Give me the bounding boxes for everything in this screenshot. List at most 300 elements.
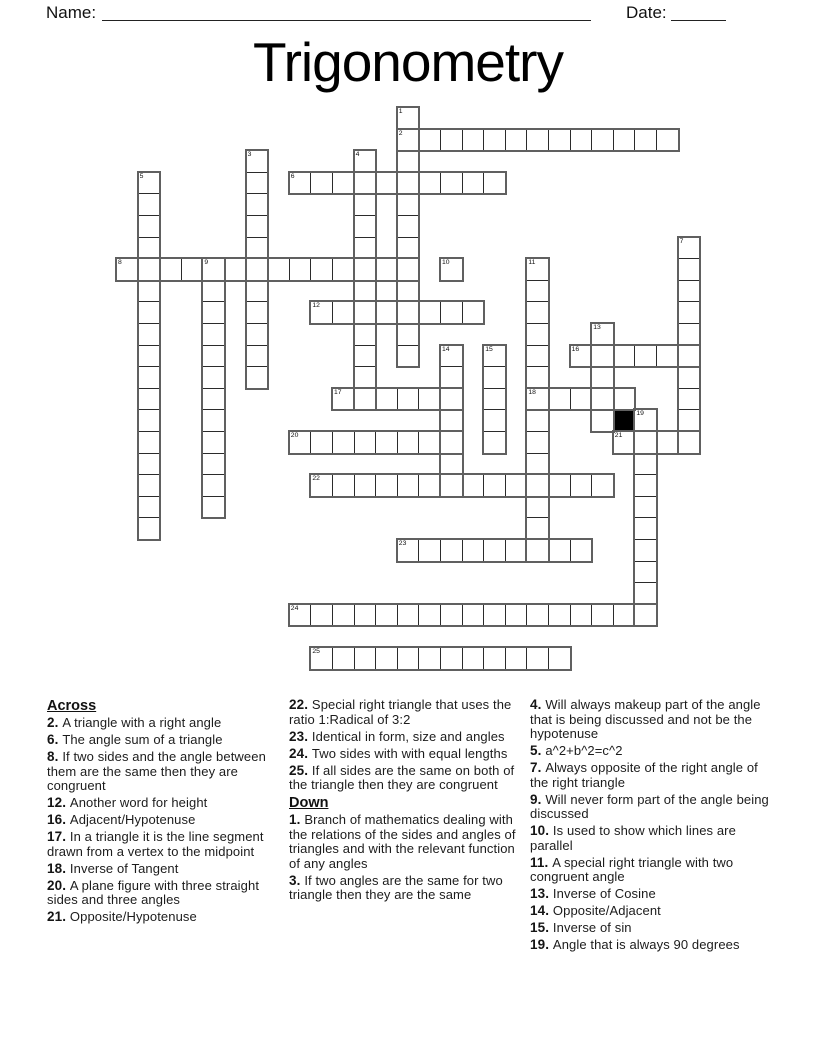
grid-cell[interactable] — [678, 323, 701, 346]
cell-number: 17 — [334, 388, 342, 396]
grid-cell[interactable] — [397, 388, 420, 411]
grid-cell[interactable] — [570, 129, 593, 152]
grid-cell[interactable] — [634, 345, 657, 368]
grid-cell[interactable] — [138, 301, 161, 324]
grid-cell[interactable] — [159, 258, 182, 281]
grid-cell[interactable] — [354, 301, 377, 324]
clue-text: Opposite/Adjacent — [552, 903, 661, 918]
clue-item — [530, 938, 770, 953]
grid-cell[interactable] — [570, 345, 593, 368]
grid-cell[interactable] — [181, 258, 204, 281]
clue-text: If all sides are the same on both of the triangle then they are congruent — [289, 762, 515, 792]
grid-cell[interactable] — [462, 604, 485, 627]
grid-cell[interactable] — [526, 604, 549, 627]
clue-text: If two sides and the angle between them are the same then they are congruent — [47, 749, 266, 793]
clue-item — [289, 813, 526, 871]
grid-cell[interactable] — [613, 345, 636, 368]
grid-cell[interactable] — [526, 323, 549, 346]
grid-cell[interactable] — [526, 496, 549, 519]
grid-cell[interactable] — [570, 604, 593, 627]
cell-number: 1 — [398, 108, 403, 115]
grid-cell[interactable] — [418, 129, 441, 152]
clue-number: 18. — [47, 860, 70, 876]
grid-cell[interactable] — [526, 129, 549, 152]
cell-number: 16 — [571, 345, 580, 353]
grid-cell[interactable] — [591, 366, 614, 389]
grid-cell[interactable] — [678, 280, 701, 303]
grid-cell[interactable] — [397, 345, 420, 368]
grid-cell[interactable] — [289, 604, 312, 627]
grid-cell[interactable] — [505, 129, 528, 152]
clue-text: In a triangle it is the line segment drawn from a vertex to the midpoint — [47, 829, 264, 859]
grid-cell[interactable] — [548, 647, 571, 670]
grid-cell[interactable] — [246, 237, 269, 260]
black-cell — [613, 409, 636, 432]
clue-number: 8. — [47, 749, 63, 764]
grid-cell[interactable] — [634, 129, 657, 152]
grid-cell[interactable] — [397, 301, 420, 324]
grid-cell[interactable] — [634, 517, 657, 540]
grid-cell[interactable] — [678, 388, 701, 411]
grid-cell[interactable] — [483, 604, 506, 627]
grid-cell[interactable] — [505, 604, 528, 627]
grid-cell[interactable] — [397, 647, 420, 670]
grid-cell[interactable] — [246, 323, 269, 346]
grid-cell[interactable] — [418, 431, 441, 454]
grid-cell[interactable] — [656, 345, 679, 368]
grid-cell[interactable] — [656, 129, 679, 152]
cell-number: 25 — [312, 648, 320, 655]
grid-cell[interactable] — [246, 280, 269, 303]
grid-cell[interactable] — [462, 474, 485, 497]
grid-cell[interactable] — [483, 345, 506, 368]
grid-cell[interactable] — [310, 474, 333, 497]
grid-cell[interactable] — [397, 258, 420, 281]
clue-item — [530, 887, 770, 902]
grid-cell[interactable] — [138, 237, 161, 260]
clue-item — [47, 879, 284, 908]
grid-cell[interactable] — [397, 474, 420, 497]
clue-item — [47, 910, 284, 925]
grid-cell[interactable] — [678, 258, 701, 281]
grid-cell[interactable] — [138, 323, 161, 346]
clue-item — [289, 874, 526, 903]
clue-item — [530, 698, 770, 742]
clue-item — [47, 830, 284, 859]
clue-item — [47, 813, 284, 828]
grid-cell[interactable] — [613, 604, 636, 627]
clue-text: Identical in form, size and angles — [311, 728, 505, 744]
grid-cell[interactable] — [483, 474, 506, 497]
grid-cell[interactable] — [634, 561, 657, 584]
grid-cell[interactable] — [202, 453, 225, 476]
clue-item — [47, 733, 284, 748]
grid-cell[interactable] — [246, 215, 269, 238]
grid-cell[interactable] — [418, 474, 441, 497]
grid-cell[interactable] — [202, 280, 225, 303]
clues-section — [47, 698, 770, 955]
grid-cell[interactable] — [397, 107, 420, 130]
grid-cell[interactable] — [440, 409, 463, 432]
clue-number: 20. — [47, 877, 70, 893]
grid-cell[interactable] — [440, 301, 463, 324]
grid-cell[interactable] — [397, 237, 420, 260]
grid-cell[interactable] — [354, 258, 377, 281]
clue-number: 9. — [530, 791, 546, 807]
grid-cell[interactable] — [418, 647, 441, 670]
grid-cell[interactable] — [526, 431, 549, 454]
clue-number: 23. — [289, 728, 312, 744]
grid-cell[interactable] — [526, 301, 549, 324]
grid-cell[interactable] — [332, 474, 355, 497]
grid-cell[interactable] — [138, 345, 161, 368]
grid-cell[interactable] — [656, 431, 679, 454]
clue-text: a^2+b^2=c^2 — [545, 743, 623, 758]
grid-cell[interactable] — [354, 237, 377, 260]
grid-cell[interactable] — [570, 474, 593, 497]
grid-cell[interactable] — [375, 172, 398, 195]
grid-cell[interactable] — [462, 301, 485, 324]
grid-cell[interactable] — [332, 388, 355, 411]
grid-cell[interactable] — [548, 539, 571, 562]
grid-cell[interactable] — [354, 604, 377, 627]
grid-cell[interactable] — [678, 345, 701, 368]
grid-cell[interactable] — [246, 258, 269, 281]
clue-item — [289, 730, 526, 745]
clue-number: 4. — [530, 697, 546, 712]
grid-cell[interactable] — [267, 258, 290, 281]
grid-cell[interactable] — [526, 517, 549, 540]
grid-cell[interactable] — [548, 604, 571, 627]
clue-column-right — [530, 698, 770, 955]
grid-cell[interactable] — [397, 280, 420, 303]
clue-number: 17. — [47, 829, 70, 844]
grid-cell[interactable] — [634, 539, 657, 562]
grid-cell[interactable] — [332, 604, 355, 627]
grid-cell[interactable] — [526, 647, 549, 670]
grid-cell[interactable] — [440, 129, 463, 152]
grid-cell[interactable] — [289, 431, 312, 454]
grid-cell[interactable] — [310, 431, 333, 454]
clue-text: Branch of mathematics dealing with the relations of the sides and angles of triangles and with the relevant function of any angles — [289, 812, 516, 871]
grid-cell[interactable] — [202, 388, 225, 411]
grid-cell[interactable] — [202, 301, 225, 324]
grid-cell[interactable] — [440, 345, 463, 368]
clue-number: 10. — [530, 823, 553, 838]
grid-cell[interactable] — [591, 474, 614, 497]
grid-cell[interactable] — [202, 258, 225, 281]
grid-cell[interactable] — [397, 150, 420, 173]
grid-cell[interactable] — [634, 582, 657, 605]
grid-cell[interactable] — [310, 647, 333, 670]
grid-cell[interactable] — [440, 172, 463, 195]
clue-item — [530, 856, 770, 885]
clue-item — [530, 744, 770, 759]
grid-cell[interactable] — [246, 193, 269, 216]
grid-cell[interactable] — [310, 604, 333, 627]
clue-item — [530, 921, 770, 936]
grid-cell[interactable] — [570, 539, 593, 562]
grid-cell[interactable] — [462, 647, 485, 670]
grid-cell[interactable] — [138, 172, 161, 195]
grid-cell[interactable] — [354, 431, 377, 454]
clue-text: Adjacent/Hypotenuse — [69, 812, 196, 827]
grid-cell[interactable] — [418, 388, 441, 411]
grid-cell[interactable] — [138, 474, 161, 497]
grid-cell[interactable] — [289, 258, 312, 281]
grid-cell[interactable] — [397, 323, 420, 346]
grid-cell[interactable] — [375, 258, 398, 281]
grid-cell[interactable] — [526, 258, 549, 281]
clue-text: Another word for height — [69, 795, 208, 810]
grid-cell[interactable] — [332, 647, 355, 670]
clue-number: 14. — [530, 903, 553, 918]
grid-cell[interactable] — [224, 258, 247, 281]
grid-cell[interactable] — [678, 409, 701, 432]
clue-item — [47, 750, 284, 794]
clue-number: 24. — [289, 745, 312, 761]
grid-cell[interactable] — [138, 388, 161, 411]
grid-cell[interactable] — [440, 258, 463, 281]
grid-cell[interactable] — [397, 193, 420, 216]
clue-item — [530, 904, 770, 919]
grid-cell[interactable] — [570, 388, 593, 411]
clue-number: 2. — [47, 715, 63, 730]
clue-number: 6. — [47, 732, 63, 747]
grid-cell[interactable] — [332, 258, 355, 281]
grid-cell[interactable] — [483, 172, 506, 195]
grid-cell[interactable] — [332, 172, 355, 195]
grid-cell[interactable] — [483, 366, 506, 389]
clue-text: Two sides with with equal lengths — [311, 745, 508, 761]
page-title: Trigonometry — [253, 31, 563, 93]
grid-cell[interactable] — [440, 474, 463, 497]
grid-cell[interactable] — [548, 388, 571, 411]
cell-number: 6 — [290, 172, 295, 180]
grid-cell[interactable] — [634, 474, 657, 497]
grid-cell[interactable] — [678, 431, 701, 454]
grid-cell[interactable] — [332, 431, 355, 454]
grid-cell[interactable] — [526, 345, 549, 368]
grid-cell[interactable] — [483, 539, 506, 562]
grid-cell[interactable] — [332, 301, 355, 324]
grid-cell[interactable] — [138, 496, 161, 519]
clue-number: 22. — [289, 697, 312, 712]
cell-number: 19 — [636, 410, 644, 418]
grid-cell[interactable] — [418, 172, 441, 195]
grid-cell[interactable] — [526, 453, 549, 476]
grid-cell[interactable] — [634, 409, 657, 432]
grid-cell[interactable] — [591, 409, 614, 432]
grid-cell[interactable] — [505, 474, 528, 497]
grid-cell[interactable] — [138, 431, 161, 454]
clue-item — [47, 862, 284, 877]
grid-cell[interactable] — [246, 172, 269, 195]
grid-cell[interactable] — [613, 431, 636, 454]
grid-cell[interactable] — [354, 366, 377, 389]
grid-cell[interactable] — [397, 604, 420, 627]
grid-cell[interactable] — [634, 431, 657, 454]
grid-cell[interactable] — [591, 345, 614, 368]
grid-cell[interactable] — [634, 453, 657, 476]
cell-number: 11 — [528, 259, 536, 267]
grid-cell[interactable] — [354, 388, 377, 411]
grid-cell[interactable] — [591, 604, 614, 627]
cell-number: 4 — [355, 151, 360, 159]
grid-cell[interactable] — [375, 474, 398, 497]
clue-item — [530, 793, 770, 822]
grid-cell[interactable] — [678, 237, 701, 260]
grid-cell[interactable] — [310, 172, 333, 195]
cell-number: 24 — [290, 604, 299, 612]
clue-number: 7. — [530, 760, 546, 775]
grid-cell[interactable] — [202, 474, 225, 497]
grid-cell[interactable] — [483, 431, 506, 454]
grid-cell[interactable] — [548, 129, 571, 152]
grid-cell[interactable] — [202, 496, 225, 519]
cell-number: 10 — [442, 259, 450, 267]
grid-cell[interactable] — [202, 323, 225, 346]
grid-cell[interactable] — [138, 258, 161, 281]
grid-cell[interactable] — [202, 345, 225, 368]
cell-number: 2 — [398, 129, 403, 137]
grid-cell[interactable] — [613, 129, 636, 152]
grid-cell[interactable] — [440, 431, 463, 454]
clue-column-middle — [289, 698, 526, 955]
grid-cell[interactable] — [138, 517, 161, 540]
grid-cell[interactable] — [397, 129, 420, 152]
grid-cell[interactable] — [397, 172, 420, 195]
grid-cell[interactable] — [440, 539, 463, 562]
cell-number: 21 — [614, 432, 623, 439]
grid-cell[interactable] — [354, 280, 377, 303]
across-header: Across — [47, 698, 97, 714]
grid-cell[interactable] — [354, 150, 377, 173]
clue-number: 11. — [530, 854, 553, 870]
clue-number: 12. — [47, 795, 70, 810]
grid-cell[interactable] — [591, 129, 614, 152]
grid-cell[interactable] — [289, 172, 312, 195]
grid-cell[interactable] — [526, 388, 549, 411]
clue-number: 21. — [47, 909, 70, 924]
grid-cell[interactable] — [418, 539, 441, 562]
grid-cell[interactable] — [310, 301, 333, 324]
cell-number: 23 — [398, 540, 407, 547]
grid-cell[interactable] — [526, 366, 549, 389]
grid-cell[interactable] — [354, 323, 377, 346]
grid-cell[interactable] — [138, 453, 161, 476]
grid-cell[interactable] — [526, 539, 549, 562]
grid-cell[interactable] — [375, 604, 398, 627]
grid-cell[interactable] — [678, 301, 701, 324]
grid-cell[interactable] — [613, 388, 636, 411]
grid-cell[interactable] — [397, 539, 420, 562]
grid-cell[interactable] — [138, 409, 161, 432]
clue-text: A special right triangle with two congruent angle — [530, 854, 734, 884]
grid-cell[interactable] — [462, 539, 485, 562]
grid-cell[interactable] — [375, 431, 398, 454]
grid-cell[interactable] — [354, 474, 377, 497]
grid-cell[interactable] — [526, 280, 549, 303]
grid-cell[interactable] — [462, 172, 485, 195]
clue-item — [289, 764, 526, 793]
grid-cell[interactable] — [246, 150, 269, 173]
cell-number: 13 — [593, 324, 601, 331]
grid-cell[interactable] — [440, 388, 463, 411]
grid-cell[interactable] — [354, 345, 377, 368]
grid-cell[interactable] — [138, 366, 161, 389]
clue-text: Will never form part of the angle being discussed — [530, 791, 769, 821]
grid-cell[interactable] — [202, 431, 225, 454]
clue-column-left — [47, 698, 284, 955]
grid-cell[interactable] — [634, 604, 657, 627]
grid-cell[interactable] — [591, 388, 614, 411]
cell-number: 22 — [312, 475, 320, 483]
grid-cell[interactable] — [138, 215, 161, 238]
grid-cell[interactable] — [505, 539, 528, 562]
clue-text: Is used to show which lines are parallel — [530, 823, 736, 853]
grid-cell[interactable] — [526, 409, 549, 432]
grid-cell[interactable] — [375, 388, 398, 411]
clue-number: 15. — [530, 920, 553, 935]
grid-cell[interactable] — [116, 258, 139, 281]
grid-cell[interactable] — [634, 496, 657, 519]
grid-cell[interactable] — [483, 647, 506, 670]
grid-cell[interactable] — [138, 280, 161, 303]
cell-number: 20 — [290, 432, 299, 439]
grid-cell[interactable] — [526, 474, 549, 497]
grid-cell[interactable] — [483, 409, 506, 432]
grid-cell[interactable] — [246, 366, 269, 389]
grid-cell[interactable] — [678, 366, 701, 389]
grid-cell[interactable] — [483, 129, 506, 152]
grid-cell[interactable] — [354, 172, 377, 195]
grid-cell[interactable] — [440, 604, 463, 627]
cell-number: 7 — [679, 237, 684, 245]
grid-cell[interactable] — [483, 388, 506, 411]
grid-cell[interactable] — [440, 453, 463, 476]
grid-cell[interactable] — [310, 258, 333, 281]
grid-cell[interactable] — [138, 193, 161, 216]
clue-item — [289, 698, 526, 727]
grid-cell[interactable] — [375, 301, 398, 324]
clue-text: The angle sum of a triangle — [62, 732, 223, 747]
grid-cell[interactable] — [440, 366, 463, 389]
grid-cell[interactable] — [375, 647, 398, 670]
grid-cell[interactable] — [505, 647, 528, 670]
clue-number: 1. — [289, 812, 305, 827]
grid-cell[interactable] — [354, 647, 377, 670]
grid-cell[interactable] — [397, 431, 420, 454]
grid-cell[interactable] — [246, 345, 269, 368]
grid-cell[interactable] — [440, 647, 463, 670]
cell-number: 14 — [442, 345, 450, 353]
grid-cell[interactable] — [418, 604, 441, 627]
grid-cell[interactable] — [202, 366, 225, 389]
grid-cell[interactable] — [591, 323, 614, 346]
grid-cell[interactable] — [397, 215, 420, 238]
grid-cell[interactable] — [418, 301, 441, 324]
grid-cell[interactable] — [548, 474, 571, 497]
grid-cell[interactable] — [462, 129, 485, 152]
grid-cell[interactable] — [354, 215, 377, 238]
grid-cell[interactable] — [202, 409, 225, 432]
date-label: Date: — [626, 3, 667, 22]
cell-number: 8 — [118, 259, 122, 267]
clue-text: A triangle with a right angle — [62, 715, 222, 730]
grid-cell[interactable] — [354, 193, 377, 216]
grid-cell[interactable] — [246, 301, 269, 324]
